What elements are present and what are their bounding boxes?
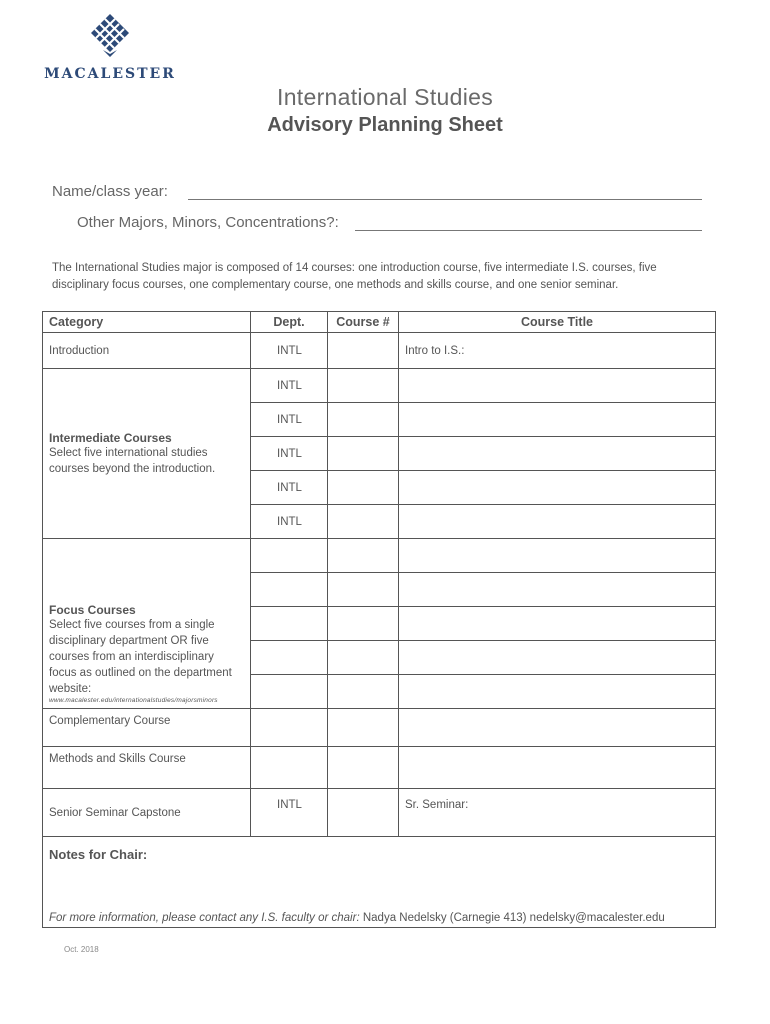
dept-cell[interactable]: INTL [251,789,328,837]
course-title-cell[interactable] [399,505,716,539]
table-row [43,333,716,369]
course-title-cell[interactable] [399,403,716,437]
header-course-title: Course Title [399,312,716,333]
majors-field-label: Other Majors, Minors, Concentrations?: [77,214,339,231]
header-course-number: Course # [328,312,399,333]
category-methods: Methods and Skills Course [43,747,251,789]
name-field-label: Name/class year: [52,183,168,200]
focus-website-link[interactable]: www.macalester.edu/internationalstudies/majorsminors [49,697,218,704]
header-dept: Dept. [251,312,328,333]
course-title-cell[interactable] [399,675,716,709]
contact-chair: Nadya Nedelsky (Carnegie 413) nedelsky@macalester.edu [362,912,665,924]
intermediate-label: Intermediate Courses [49,430,172,445]
table-row [43,747,716,789]
dept-cell[interactable] [251,607,328,641]
course-title-cell[interactable] [399,437,716,471]
table-row [43,709,716,747]
dept-cell[interactable]: INTL [251,403,328,437]
name-field-line[interactable] [188,199,702,200]
planning-table [42,311,716,928]
dept-cell[interactable]: INTL [251,437,328,471]
intermediate-description: Select five international studies courses beyond the introduction. [49,446,216,475]
notes-for-chair[interactable] [43,837,716,928]
focus-label: Focus Courses [49,603,136,617]
dept-cell[interactable] [251,539,328,573]
course-number-cell[interactable] [328,505,399,539]
course-title-cell[interactable]: Sr. Seminar: [399,789,716,837]
dept-cell[interactable]: INTL [251,505,328,539]
course-number-cell[interactable] [328,403,399,437]
macalester-tartan-icon [91,14,129,58]
revision-date: Oct. 2018 [64,945,99,954]
name-field[interactable] [52,183,702,203]
dept-cell[interactable] [251,573,328,607]
course-number-cell[interactable] [328,573,399,607]
course-number-cell[interactable] [328,333,399,369]
notes-label: Notes for Chair: [49,847,148,862]
dept-cell[interactable] [251,709,328,747]
category-focus [43,539,251,709]
course-number-cell[interactable] [328,789,399,837]
course-title-cell[interactable] [399,747,716,789]
table-header-row [43,312,716,333]
category-intermediate [43,369,251,539]
course-title-cell[interactable] [399,471,716,505]
course-title-cell[interactable] [399,607,716,641]
dept-cell[interactable]: INTL [251,333,328,369]
logo-wordmark: MACALESTER [44,66,176,82]
dept-cell[interactable] [251,747,328,789]
course-title-cell[interactable] [399,573,716,607]
course-number-cell[interactable] [328,747,399,789]
dept-cell[interactable] [251,675,328,709]
category-complementary: Complementary Course [43,709,251,747]
header-category: Category [43,312,251,333]
table-row [43,789,716,837]
dept-cell[interactable]: INTL [251,369,328,403]
contact-info [49,912,665,924]
table-row [43,539,716,573]
intro-paragraph: The International Studies major is composed of 14 courses: one introduction course, five intermediate I.S. courses, five disciplinary focus courses, one complementary course, one methods and skills course, and one senior seminar. [52,262,657,291]
course-title-cell[interactable] [399,709,716,747]
page-title: International Studies [277,84,493,110]
course-title-cell[interactable] [399,369,716,403]
course-number-cell[interactable] [328,437,399,471]
category-senior-seminar: Senior Seminar Capstone [43,789,251,837]
category-introduction: Introduction [43,333,251,369]
focus-description: Select five courses from a single disciplinary department OR five courses from an interdisciplinary focus as outlined on the department website: [49,619,232,695]
course-number-cell[interactable] [328,641,399,675]
course-title-cell[interactable]: Intro to I.S.: [399,333,716,369]
table-row [43,369,716,403]
course-number-cell[interactable] [328,539,399,573]
table-row [43,837,716,928]
course-number-cell[interactable] [328,675,399,709]
course-number-cell[interactable] [328,607,399,641]
dept-cell[interactable]: INTL [251,471,328,505]
dept-cell[interactable] [251,641,328,675]
majors-field-line[interactable] [355,230,702,231]
contact-prompt: For more information, please contact any I.S. faculty or chair: [49,912,360,924]
course-number-cell[interactable] [328,709,399,747]
course-title-cell[interactable] [399,641,716,675]
majors-field[interactable] [77,214,702,234]
macalester-logo [40,14,180,82]
course-title-cell[interactable] [399,539,716,573]
course-number-cell[interactable] [328,471,399,505]
page-subtitle: Advisory Planning Sheet [267,114,503,136]
course-number-cell[interactable] [328,369,399,403]
